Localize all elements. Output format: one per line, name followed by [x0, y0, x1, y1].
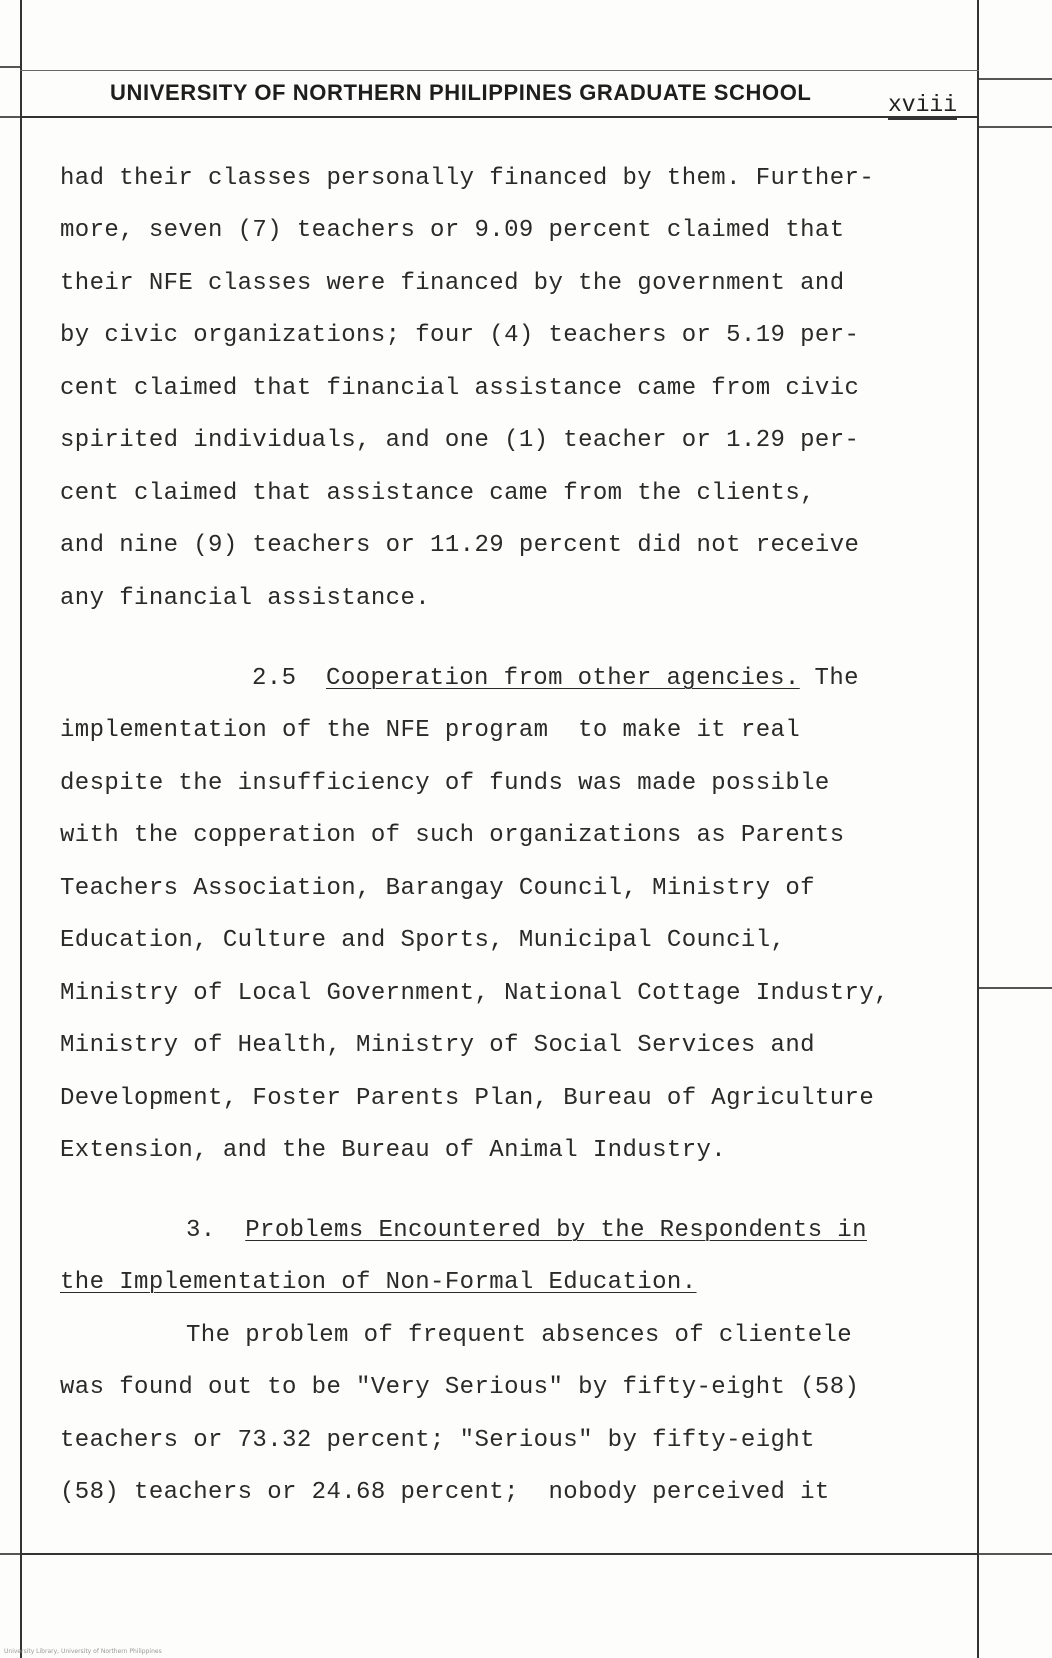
- text-line: cent claimed that financial assistance came from civic: [60, 375, 860, 402]
- page-number: xviii: [888, 92, 958, 118]
- section-heading: Problems Encountered by the Respondents in: [245, 1217, 867, 1244]
- edge-tick: [979, 987, 1052, 989]
- section-number: 2.5: [252, 665, 297, 692]
- edge-tick: [979, 1553, 1052, 1555]
- text-line: by civic organizations; four (4) teachers or 5.19 per-: [60, 322, 860, 349]
- text-line: Extension, and the Bureau of Animal Industry.: [60, 1137, 727, 1164]
- text-line: spirited individuals, and one (1) teacher or 1.29 per-: [60, 427, 860, 454]
- text-line: despite the insufficiency of funds was made possible: [60, 770, 830, 797]
- text-fragment: The: [814, 665, 859, 692]
- left-margin-line: [20, 0, 22, 1658]
- section-heading-continued: the Implementation of Non-Formal Education.: [60, 1269, 697, 1296]
- text-line: (58) teachers or 24.68 percent; nobody perceived it: [60, 1479, 830, 1506]
- text-line: was found out to be "Very Serious" by fifty-eight (58): [60, 1374, 860, 1401]
- page-header-title: UNIVERSITY OF NORTHERN PHILIPPINES GRADUATE SCHOOL: [110, 80, 812, 105]
- text-line: cent claimed that assistance came from the clients,: [60, 480, 815, 507]
- text-line: Teachers Association, Barangay Council, Ministry of: [60, 875, 815, 902]
- right-margin-line: [977, 0, 979, 1658]
- text-line: any financial assistance.: [60, 585, 431, 612]
- section-3-heading-line: [186, 1216, 867, 1246]
- text-line: and nine (9) teachers or 11.29 percent did not receive: [60, 532, 860, 559]
- section-number: 3.: [186, 1217, 216, 1244]
- section-2-5-heading-line: [252, 664, 859, 694]
- header-rule: [20, 116, 979, 118]
- section-heading: Cooperation from other agencies.: [326, 665, 800, 692]
- edge-tick: [0, 116, 20, 118]
- text-line: with the copperation of such organizations as Parents: [60, 822, 845, 849]
- top-rule: [20, 70, 979, 71]
- text-line: had their classes personally financed by them. Further-: [60, 165, 875, 192]
- text-line: Ministry of Local Government, National Cottage Industry,: [60, 980, 889, 1007]
- edge-tick: [0, 1553, 20, 1555]
- text-line: The problem of frequent absences of clientele: [186, 1322, 853, 1349]
- scan-footer-text: University Library, University of Northern Philippines: [4, 1648, 162, 1655]
- text-line: teachers or 73.32 percent; "Serious" by fifty-eight: [60, 1427, 815, 1454]
- text-line: Ministry of Health, Ministry of Social Services and: [60, 1032, 815, 1059]
- edge-tick: [0, 66, 20, 68]
- text-line: more, seven (7) teachers or 9.09 percent claimed that: [60, 217, 845, 244]
- bottom-rule: [20, 1553, 979, 1555]
- text-line: Education, Culture and Sports, Municipal Council,: [60, 927, 786, 954]
- edge-tick: [979, 126, 1052, 128]
- edge-tick: [979, 78, 1052, 80]
- text-line: implementation of the NFE program to make it real: [60, 717, 801, 744]
- text-line: Development, Foster Parents Plan, Bureau of Agriculture: [60, 1085, 875, 1112]
- text-line: their NFE classes were financed by the government and: [60, 270, 845, 297]
